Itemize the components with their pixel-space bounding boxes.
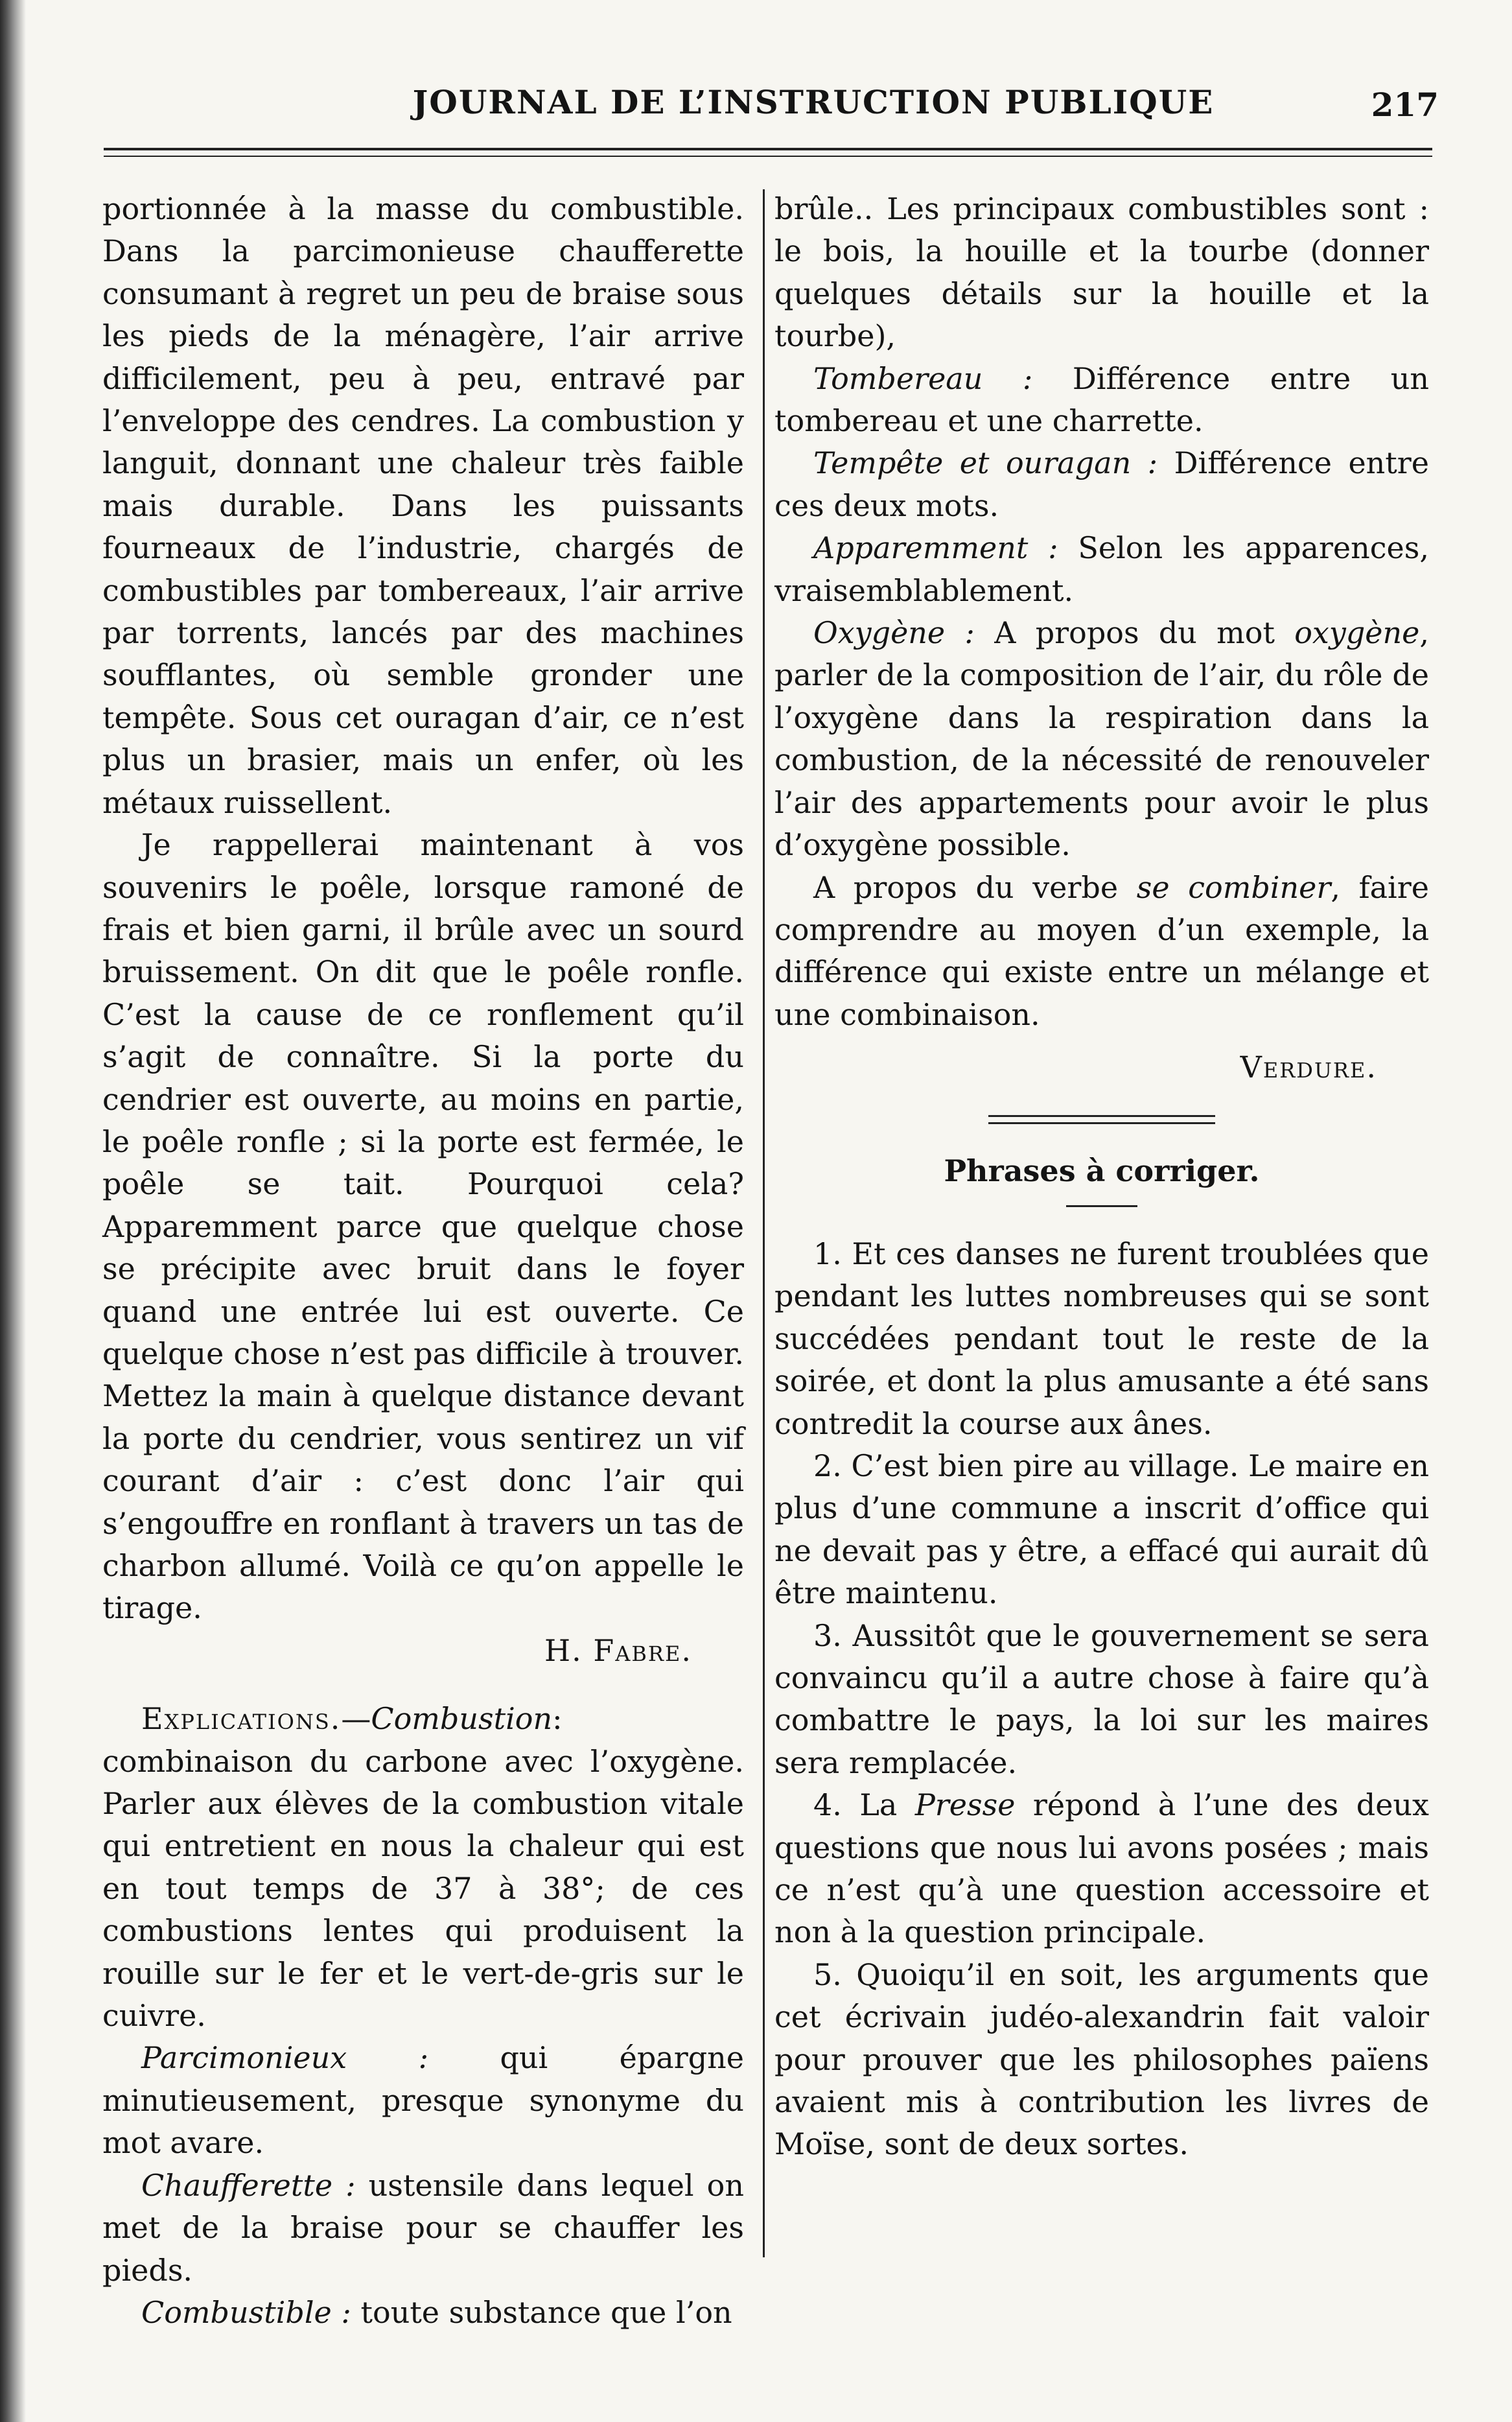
left-column — [102, 188, 744, 2334]
term-oxygene: Oxygène : — [813, 615, 975, 651]
term-combustion: Combustion — [371, 1701, 553, 1737]
apparemment-paragraph — [774, 527, 1429, 612]
signature-fabre — [102, 1630, 744, 1672]
combiner-word: se combiner — [1136, 869, 1331, 905]
sentence-5: 5. Quoiqu’il en soit, les arguments que cet écrivain judéo-alexandrin fait valoir pour prouver que les philosophes païens avaient mis à contribution les livres de Moïse, sont de deux sortes. — [774, 1957, 1429, 2162]
section-title: Phrases à corriger. — [944, 1153, 1260, 1188]
page-number: 217 — [1371, 86, 1439, 124]
combiner-paragraph — [774, 867, 1429, 1037]
parcimonieux-paragraph — [102, 2037, 744, 2164]
term-tombereau: Tombereau : — [813, 360, 1033, 396]
chaufferette-paragraph — [102, 2165, 744, 2292]
fabre-paragraph-1: portionnée à la masse du combustible. Dans la parcimonieuse chaufferette consumant à regret un peu de braise sous les pieds de la ménagère, l’air arrive difficilement, peu à peu, entravé par l’enveloppe des cendres. La combustion y languit, donnant une chaleur très faible mais durable. Dans les puissants fourneaux de l’industrie, chargés de combustibles par tombereaux, l’air arrive par torrents, lancés par des machines soufflantes, où semble gronder une tempête. Sous cet ouragan d’air, ce n’est plus un brasier, mais un enfer, où les métaux ruissellent. — [102, 191, 744, 820]
running-header — [97, 83, 1439, 141]
divider-line-1 — [988, 1115, 1215, 1117]
explications-paragraph: Explications.—Combustion: combinaison du carbone avec l’oxygène. Parler aux élèves de la combustion vitale qui entretient en nous la chaleur qui est en tout temps de 37 à 38°; de ces combustions lentes qui produisent la rouille sur le fer et le vert-de-gris sur le cuivre. — [102, 1701, 744, 2034]
term-tempete: Tempête et ouragan : — [813, 445, 1158, 481]
oxygene-paragraph — [774, 612, 1429, 866]
fabre-paragraph-2: Je rappellerai maintenant à vos souvenirs le poêle, lorsque ramoné de frais et bien garni, il brûle avec un sourd bruissement. On dit que le poêle ronfle. C’est la cause de ce ronflement qu’il s’agit de connaître. Si la porte du cendrier est ouverte, au moins en partie, le poêle ronfle ; si la porte est fermée, le poêle se tait. Pourquoi cela? Apparemment parce que quelque chose se précipite avec bruit dans le foyer quand une entrée lui est ouverte. Ce quelque chose n’est pas difficile à trouver. Mettez la main à quelque distance devant la porte du cendrier, vous sentirez un vif courant d’air : c’est donc l’air qui s’engouffre en ronflant à travers un tas de charbon allumé. Voilà ce qu’on appelle le tirage. — [102, 827, 744, 1626]
header-rule-thick — [104, 148, 1432, 150]
chaufferette-text: ustensile dans lequel on met de la braise pour se chauffer les pieds. — [102, 2167, 744, 2288]
combustible-text: toute substance que l’on — [351, 2294, 732, 2330]
combiner-text-1: A propos du verbe — [813, 869, 1137, 905]
right-column — [774, 188, 1429, 2166]
column-divider — [763, 189, 765, 2257]
sentence-4-presse: Presse — [914, 1787, 1016, 1823]
sentence-4-text-b: répond à l’une des deux questions que nous lui avons posées ; mais ce n’est qu’à une question accessoire et non à la question principale. — [774, 1787, 1430, 1950]
signature-fabre-text: H. Fabre. — [544, 1632, 692, 1668]
divider-line-2 — [988, 1122, 1215, 1124]
signature-verdure-text: Verdure. — [1240, 1050, 1377, 1085]
spacer — [102, 1672, 744, 1698]
tempete-paragraph — [774, 442, 1429, 527]
term-combustible: Combustible : — [141, 2294, 351, 2330]
sentence-4-text-a: 4. La — [813, 1787, 915, 1823]
sentence-3: 3. Aussitôt que le gouvernement se sera convaincu qu’il a autre chose à faire qu’à combattre le pays, la loi sur les maires sera remplacée. — [774, 1617, 1429, 1780]
parcimonieux-text: qui épargne minutieusement, presque synonyme du mot avare. — [102, 2040, 744, 2161]
explications-text: : combinaison du carbone avec l’oxygène. Parler aux élèves de la combustion vitale qui entretient en nous la chaleur qui est en tout temps de 37 à 38°; de ces combustions lentes qui produisent la rouille sur le fer et le vert-de-gris sur le cuivre. — [102, 1701, 744, 2034]
binding-shadow — [0, 0, 26, 2422]
oxygene-text-1: A propos du mot — [974, 615, 1295, 651]
section-divider — [988, 1115, 1215, 1124]
header-rule-thin — [104, 156, 1432, 157]
section-title-rule — [1066, 1205, 1137, 1207]
term-chaufferette: Chaufferette : — [141, 2167, 356, 2203]
combiner-text-2: , faire comprendre au moyen d’un exemple, la différence qui existe entre un mélange et une combinaison. — [774, 869, 1429, 1032]
sentence-1: 1. Et ces danses ne furent troublées que pendant les luttes nombreuses qui se sont succédées pendant tout le reste de la soirée, et dont la plus amusante a été sans contredit la course aux ânes. — [774, 1236, 1429, 1441]
sentence-2: 2. C’est bien pire au village. Le maire en plus d’une commune a inscrit d’office qui ne devait pas y être, a effacé qui aurait dû être maintenu. — [774, 1448, 1429, 1611]
tombereau-text: Différence entre un tombereau et une charrette. — [774, 360, 1429, 439]
tempete-text: Différence entre ces deux mots. — [774, 445, 1429, 523]
term-parcimonieux: Parcimonieux : — [141, 2040, 429, 2076]
combustible-paragraph — [102, 2292, 744, 2334]
apparemment-text: Selon les apparences, vraisemblablement. — [774, 530, 1429, 608]
oxygene-word: oxygène — [1294, 615, 1420, 651]
journal-title: JOURNAL DE L’INSTRUCTION PUBLIQUE — [412, 83, 1215, 121]
explications-label: Explications. — [141, 1701, 342, 1737]
combustibles-continued: brûle.. Les principaux combustibles sont : le bois, la houille et la tourbe (donner quelques détails sur la houille et la tourbe), — [774, 191, 1429, 354]
sentence-4 — [774, 1784, 1429, 1954]
signature-verdure — [774, 1046, 1429, 1088]
tombereau-paragraph — [774, 358, 1429, 443]
oxygene-text-2: , parler de la composition de l’air, du rôle de l’oxygène dans la respiration dans la combustion, de la nécessité de renouveler l’air des appartements pour avoir le plus d’oxygène possible. — [774, 615, 1430, 863]
term-apparemment: Apparemment : — [813, 530, 1058, 566]
